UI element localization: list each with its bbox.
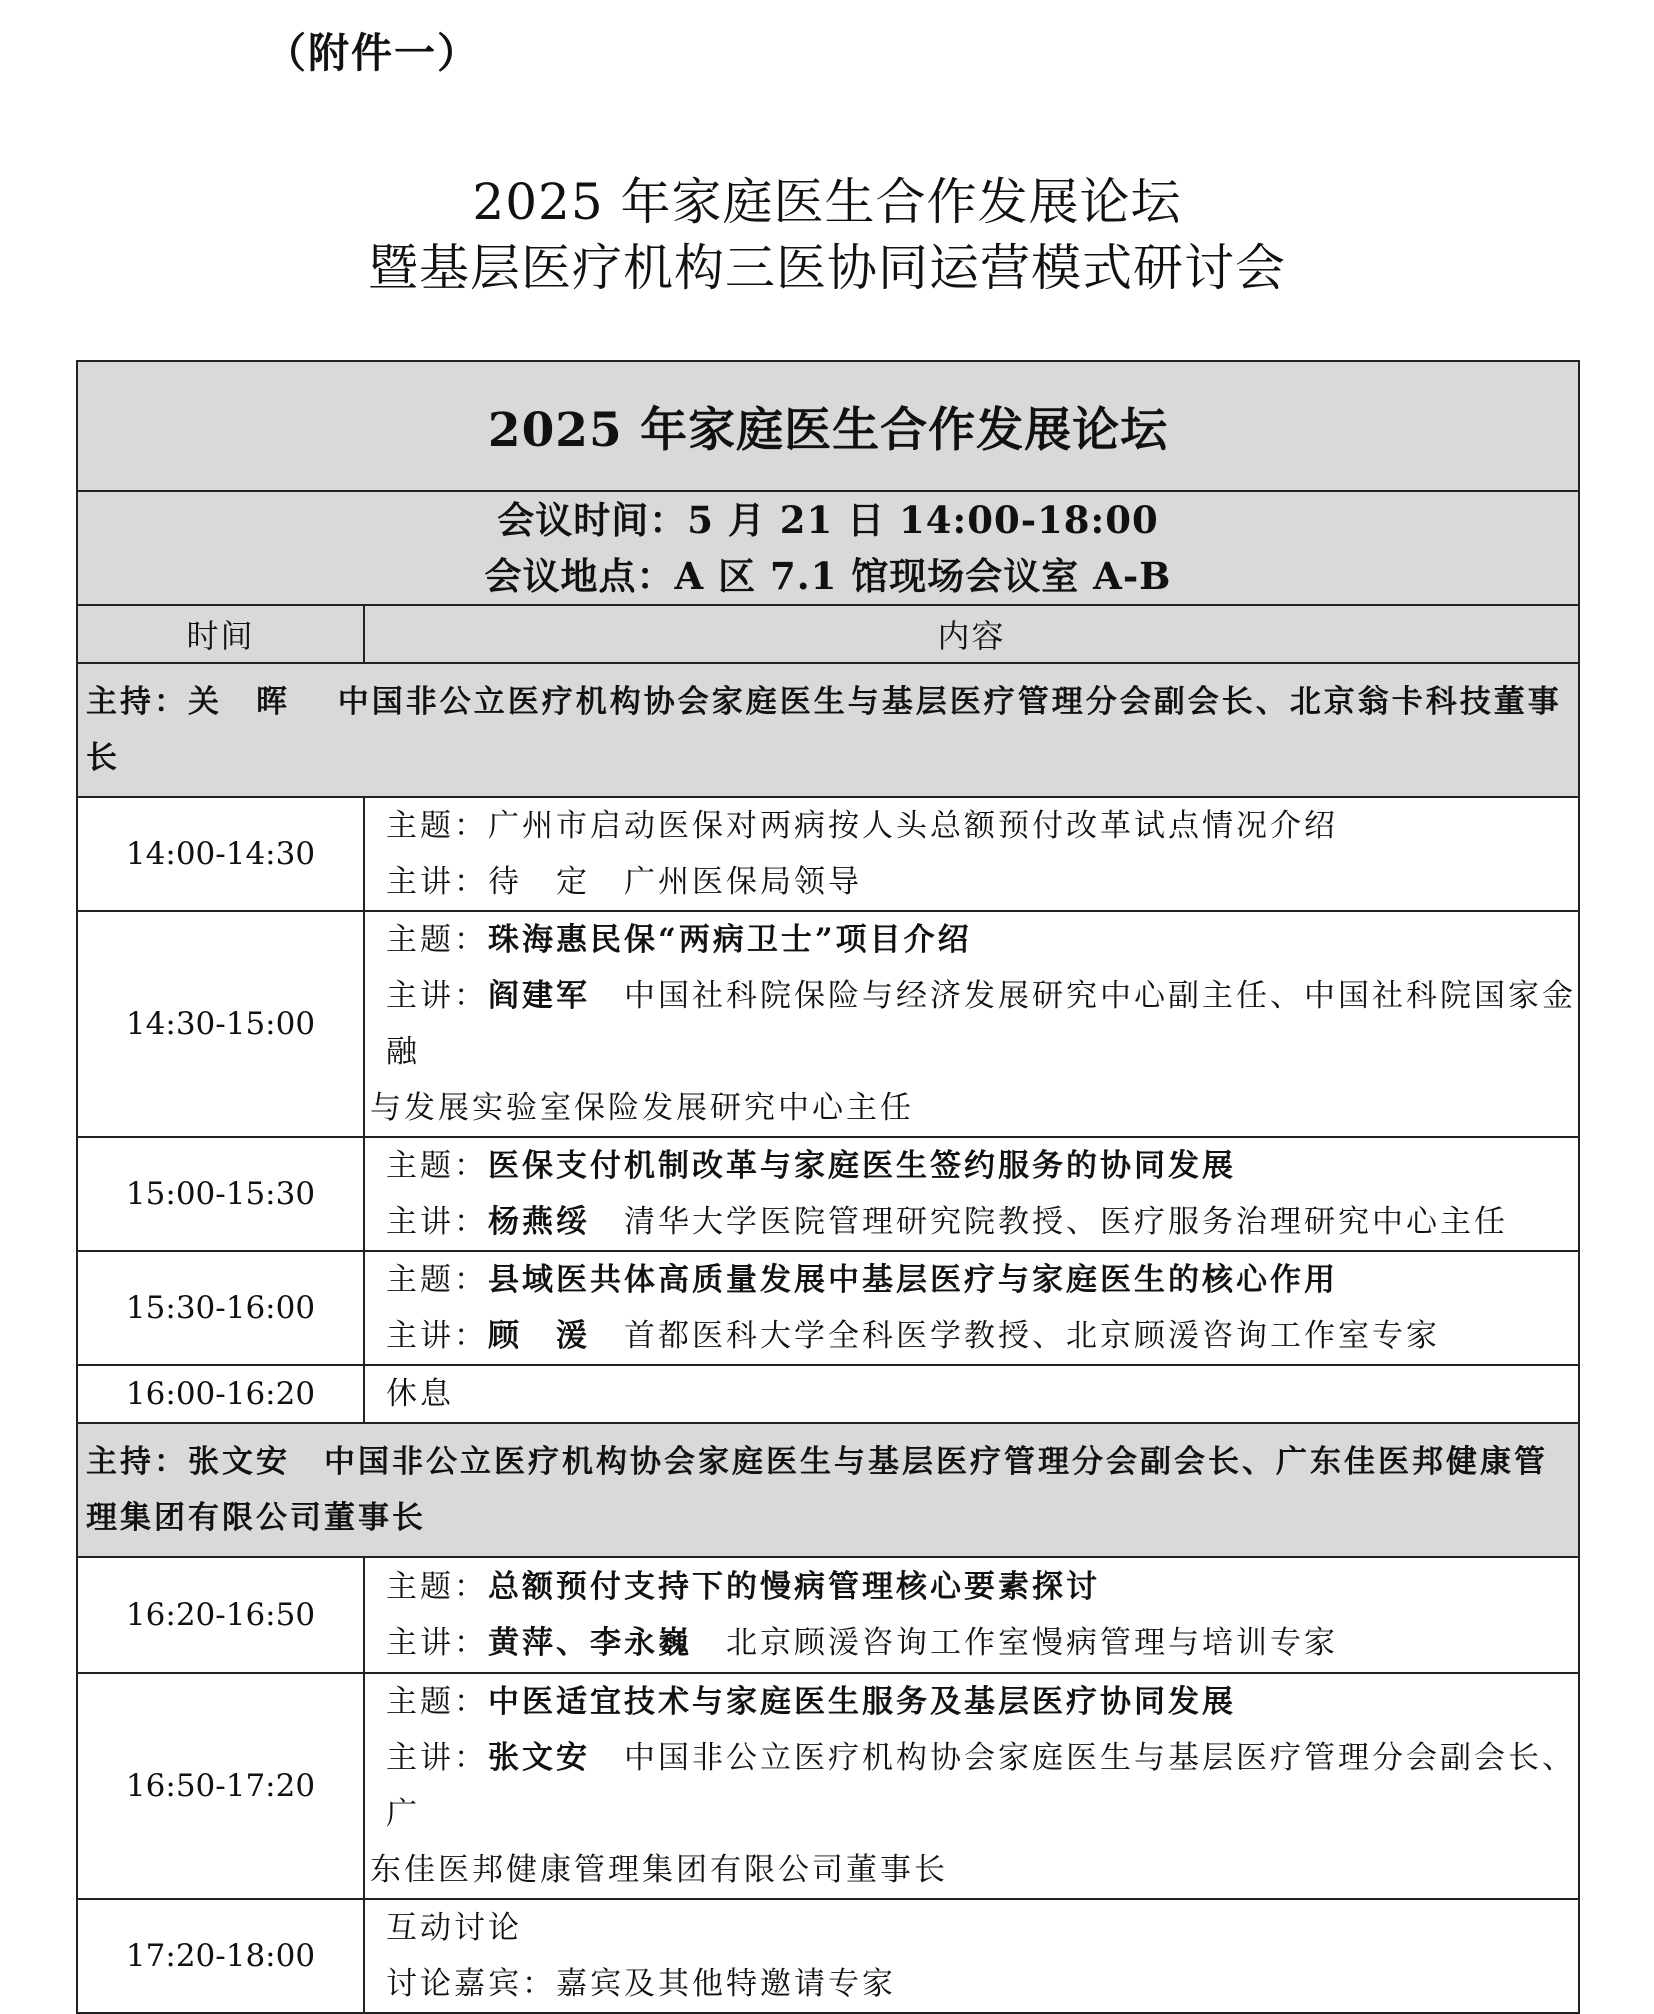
speaker-label: 主讲：: [386, 1204, 488, 1240]
column-header-row: [77, 605, 1579, 663]
topic: 县域医共体高质量发展中基层医疗与家庭医生的核心作用: [488, 1262, 1338, 1298]
table-row: [77, 1137, 1579, 1251]
speaker-name: 黄萍、李永巍: [488, 1625, 692, 1661]
speaker-line: [370, 1308, 1576, 1364]
session-content: [364, 1899, 1579, 2013]
session-content: [364, 1251, 1579, 1365]
topic-label: 主题：: [386, 1262, 488, 1298]
guests-label: 讨论嘉宾：: [386, 1966, 556, 2002]
host-row: [77, 663, 1579, 797]
topic-line: [370, 912, 1576, 968]
speaker-label: 主讲：: [386, 864, 488, 900]
meeting-info: [77, 491, 1579, 605]
session-time: 14:30-15:00: [77, 911, 364, 1137]
table-row: [77, 1673, 1579, 1899]
speaker-line: [370, 1194, 1576, 1250]
topic: 医保支付机制改革与家庭医生签约服务的协同发展: [488, 1148, 1236, 1184]
table-row: [77, 911, 1579, 1137]
topic-line: [370, 1559, 1576, 1615]
speaker-line: [370, 854, 1576, 910]
topic: 总额预付支持下的慢病管理核心要素探讨: [488, 1569, 1100, 1605]
speaker-name: 待 定: [488, 864, 590, 900]
session-host: 主持：张文安 中国非公立医疗机构协会家庭医生与基层医疗管理分会副会长、广东佳医邦健康管理集团有限公司董事长: [77, 1423, 1579, 1557]
speaker-title: 清华大学医院管理研究院教授、医疗服务治理研究中心主任: [624, 1204, 1508, 1240]
document-title-line-1: 2025 年家庭医生合作发展论坛: [472, 173, 1182, 231]
topic-label: 主题：: [386, 922, 488, 958]
session-time: 15:00-15:30: [77, 1137, 364, 1251]
session-time: 16:20-16:50: [77, 1557, 364, 1673]
table-row: [77, 1557, 1579, 1673]
speaker-title-continued: 东佳医邦健康管理集团有限公司董事长: [370, 1852, 948, 1888]
speaker-line: [370, 968, 1576, 1080]
speaker-title-continued: 与发展实验室保险发展研究中心主任: [370, 1090, 914, 1126]
speaker-name: 阎建军: [488, 978, 590, 1014]
attachment-label: （附件一）: [265, 29, 480, 77]
topic-line: [370, 1252, 1576, 1308]
meeting-place: 会议地点：A 区 7.1 馆现场会议室 A-B: [484, 554, 1172, 598]
session-content: [364, 1137, 1579, 1251]
session-host: 主持：关 晖 中国非公立医疗机构协会家庭医生与基层医疗管理分会副会长、北京翁卡科技董事长: [77, 663, 1579, 797]
session-time: 16:50-17:20: [77, 1673, 364, 1899]
column-header-time: 时间: [77, 605, 364, 663]
speaker-label: 主讲：: [386, 1318, 488, 1354]
topic-label: 主题：: [386, 1148, 488, 1184]
session-content: [364, 911, 1579, 1137]
speaker-label: 主讲：: [386, 978, 488, 1014]
speaker-label: 主讲：: [386, 1740, 488, 1776]
break-label: 休息: [386, 1376, 454, 1412]
speaker-name: 杨燕绥: [488, 1204, 590, 1240]
topic-label: 主题：: [386, 808, 488, 844]
meeting-info-row: [77, 491, 1579, 605]
speaker-name: 顾 湲: [488, 1318, 590, 1354]
forum-title: 2025 年家庭医生合作发展论坛: [77, 361, 1579, 491]
guests: 嘉宾及其他特邀请专家: [556, 1966, 896, 2002]
document-title-line-2: 暨基层医疗机构三医协同运营模式研讨会: [368, 239, 1286, 297]
column-header-content: 内容: [364, 605, 1579, 663]
topic-line: [370, 798, 1576, 854]
table-row: [77, 1251, 1579, 1365]
speaker-title: 首都医科大学全科医学教授、北京顾湲咨询工作室专家: [624, 1318, 1440, 1354]
speaker-title: 北京顾湲咨询工作室慢病管理与培训专家: [726, 1625, 1338, 1661]
speaker-title: 广州医保局领导: [624, 864, 862, 900]
session-time: 17:20-18:00: [77, 1899, 364, 2013]
session-time: 14:00-14:30: [77, 797, 364, 911]
speaker-label: 主讲：: [386, 1625, 488, 1661]
speaker-line: [370, 1730, 1576, 1842]
topic: 中医适宜技术与家庭医生服务及基层医疗协同发展: [488, 1684, 1236, 1720]
topic-line: [370, 1674, 1576, 1730]
topic-label: 主题：: [386, 1684, 488, 1720]
speaker-line: [370, 1615, 1576, 1671]
topic-line: [370, 1138, 1576, 1194]
session-time: 16:00-16:20: [77, 1365, 364, 1423]
topic: 广州市启动医保对两病按人头总额预付改革试点情况介绍: [488, 808, 1338, 844]
table-row: [77, 1899, 1579, 2013]
speaker-title: 中国社科院保险与经济发展研究中心副主任、中国社科院国家金融: [386, 978, 1576, 1070]
table-row: [77, 797, 1579, 911]
guests-line: [370, 1956, 1576, 2012]
speaker-title: 中国非公立医疗机构协会家庭医生与基层医疗管理分会副会长、广: [386, 1740, 1576, 1832]
session-time: 15:30-16:00: [77, 1251, 364, 1365]
topic: 珠海惠民保“两病卫士”项目介绍: [488, 922, 972, 958]
session-content: [364, 797, 1579, 911]
speaker-name: 张文安: [488, 1740, 590, 1776]
session-content: [364, 1557, 1579, 1673]
forum-title-row: [77, 361, 1579, 491]
agenda-table: [76, 360, 1580, 2014]
discussion-label: 互动讨论: [386, 1910, 522, 1946]
meeting-time: 会议时间：5 月 21 日 14:00-18:00: [497, 498, 1159, 542]
session-content: [364, 1365, 1579, 1423]
host-row: [77, 1423, 1579, 1557]
table-row: [77, 1365, 1579, 1423]
session-content: [364, 1673, 1579, 1899]
topic-label: 主题：: [386, 1569, 488, 1605]
